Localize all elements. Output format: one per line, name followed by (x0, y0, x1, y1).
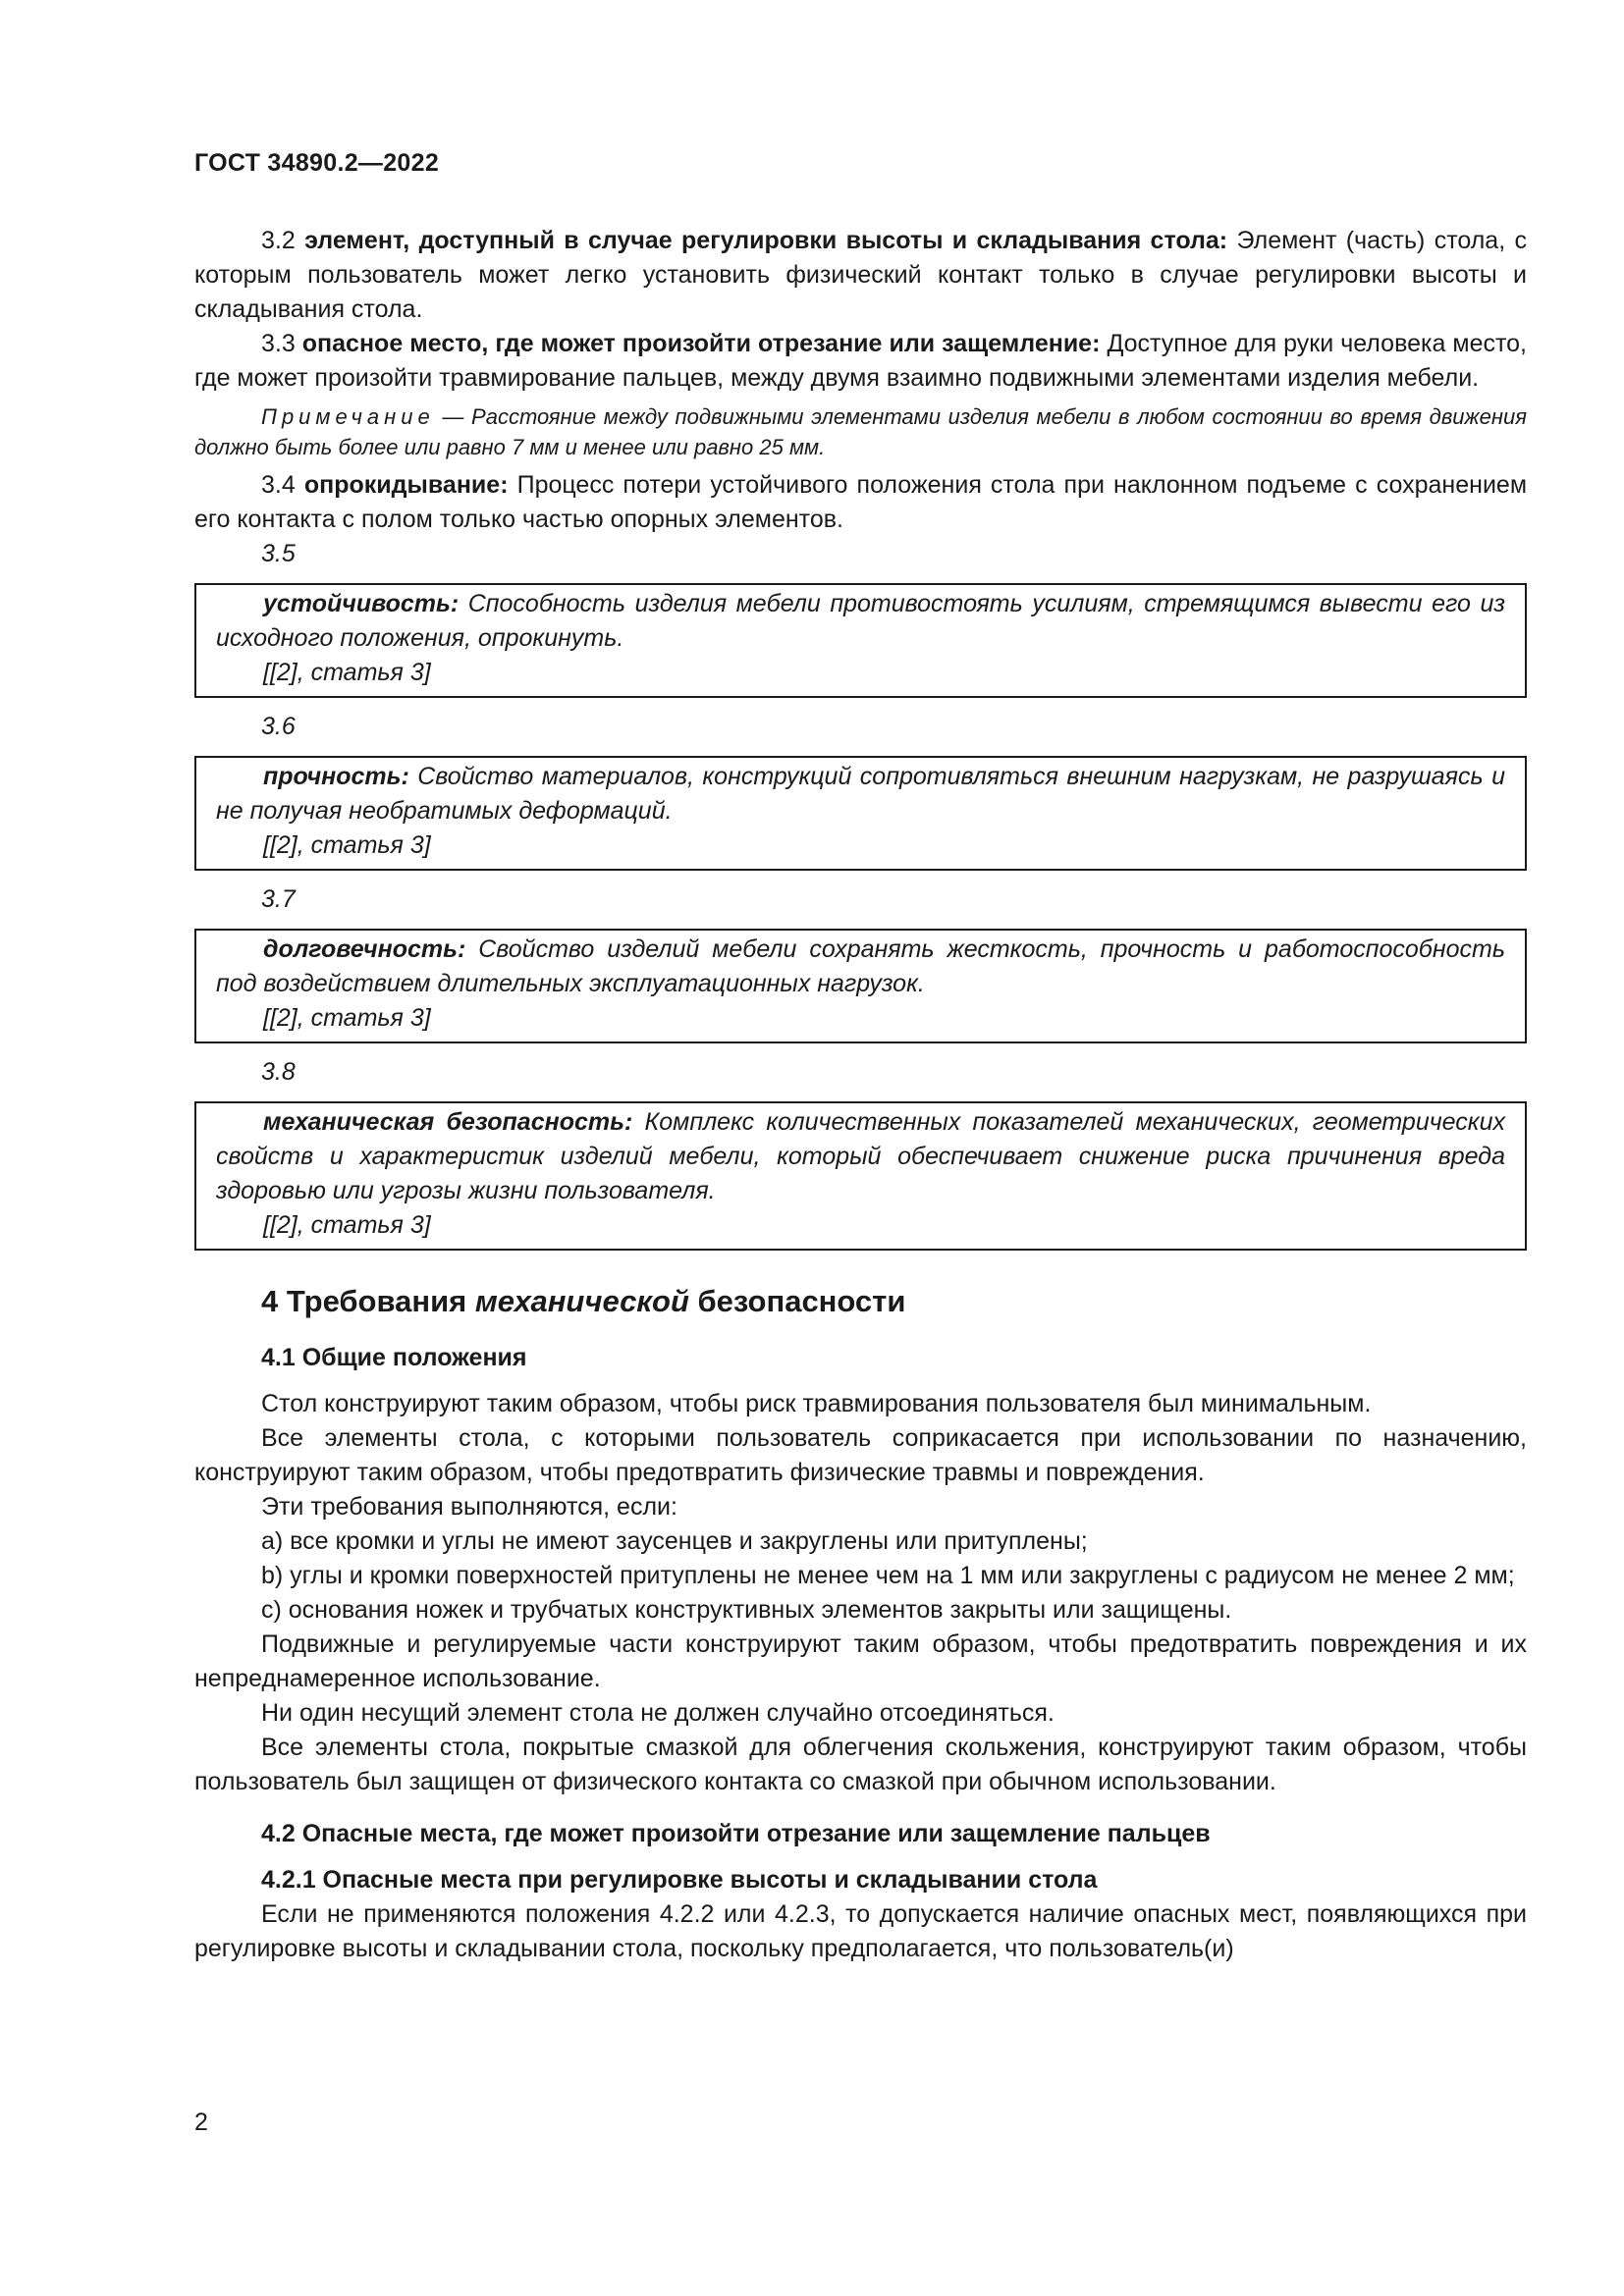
paragraph: Стол конструируют таким образом, чтобы риск травмирования пользователя был минимальным. (261, 1390, 1372, 1417)
paragraph: Эти требования выполняются, если: (261, 1493, 677, 1521)
section-4-heading: 4 Требования механической безопасности (261, 1284, 906, 1318)
reference: [[2], статья 3] (263, 1004, 431, 1032)
section-4-2-heading: 4.2 Опасные места, где может произойти отрезание или защемление пальцев (261, 1820, 1211, 1847)
reference: [[2], статья 3] (263, 831, 431, 859)
section-4-1-heading: 4.1 Общие положения (261, 1344, 527, 1371)
note-3-3: Примечание — Расстояние между подвижными элементами изделия мебели в любом состоянии во время движения должно быть более или равно 7 мм и менее или равно 25 мм. (194, 404, 1527, 459)
list-item-c: c) основания ножек и трубчатых конструктивных элементов закрыты или защищены. (261, 1596, 1232, 1624)
clause-3-2: 3.2 элемент, доступный в случае регулировки высоты и складывания стола: Элемент (часть) стола, с которым пользователь может легко установить физический контакт только в случае регулировки высоты и складывания стола. (194, 227, 1527, 323)
page-content (194, 224, 1527, 1966)
list-item-b: b) углы и кромки поверхностей притуплены не менее чем на 1 мм или закруглены с радиусом не менее 2 мм; (261, 1562, 1515, 1589)
document-header: ГОСТ 34890.2—2022 (194, 149, 440, 177)
clause-3-7-box: долговечность: Свойство изделий мебели сохранять жесткость, прочность и работоспособность под воздействием длительных эксплуатационных нагрузок. [[2], статья 3] (194, 929, 1527, 1043)
paragraph: Все элементы стола, покрытые смазкой для облегчения скольжения, конструируют таким образом, чтобы пользователь был защищен от физического контакта со смазкой при обычном использовании. (194, 1734, 1527, 1795)
term-label: долговечность: (263, 935, 466, 963)
term-label: устойчивость: (263, 590, 460, 617)
reference: [[2], статья 3] (263, 659, 431, 686)
paragraph: Если не применяются положения 4.2.2 или 4.2.3, то допускается наличие опасных мест, появляющихся при регулировке высоты и складывании стола, поскольку предполагается, что пользователь(и) (194, 1900, 1527, 1962)
reference: [[2], статья 3] (263, 1211, 431, 1239)
paragraph: Подвижные и регулируемые части конструируют таким образом, чтобы предотвратить повреждения и их непреднамеренное использование. (194, 1630, 1527, 1692)
clause-3-8-number: 3.8 (261, 1058, 296, 1086)
clause-3-5-box: устойчивость: Способность изделия мебели противостоять усилиям, стремящимся вывести его из исходного положения, опрокинуть. [[2], статья 3] (194, 583, 1527, 698)
page-number: 2 (194, 2109, 208, 2136)
clause-3-5-number: 3.5 (261, 540, 296, 567)
term-label: механическая безопасность: (263, 1108, 633, 1136)
clause-3-7-number: 3.7 (261, 885, 296, 913)
section-4-2-1-heading: 4.2.1 Опасные места при регулировке высоты и складывании стола (261, 1866, 1098, 1894)
clause-3-8-box: механическая безопасность: Комплекс количественных показателей механических, геометрических свойств и характеристик изделий мебели, который обеспечивает снижение риска причинения вреда здоровью или угрозы жизни пользователя. [[2], статья 3] (194, 1101, 1527, 1251)
list-item-a: a) все кромки и углы не имеют заусенцев и закруглены или притуплены; (261, 1527, 1088, 1555)
clause-3-3: 3.3 опасное место, где может произойти отрезание или защемление: Доступное для руки человека место, где может произойти травмирование пальцев, между двумя взаимно подвижными элементами изделия мебели. (194, 330, 1527, 392)
clause-3-6-number: 3.6 (261, 713, 296, 740)
term-label: прочность: (263, 763, 409, 790)
clause-3-6-box: прочность: Свойство материалов, конструкций сопротивляться внешним нагрузкам, не разрушаясь и не получая необратимых деформаций. [[2], статья 3] (194, 756, 1527, 871)
paragraph: Все элементы стола, с которыми пользователь соприкасается при использовании по назначению, конструируют таким образом, чтобы предотвратить физические травмы и повреждения. (194, 1424, 1527, 1486)
paragraph: Ни один несущий элемент стола не должен случайно отсоединяться. (261, 1699, 1055, 1727)
clause-3-4: 3.4 опрокидывание: Процесс потери устойчивого положения стола при наклонном подъеме с сохранением его контакта с полом только частью опорных элементов. (194, 471, 1528, 533)
